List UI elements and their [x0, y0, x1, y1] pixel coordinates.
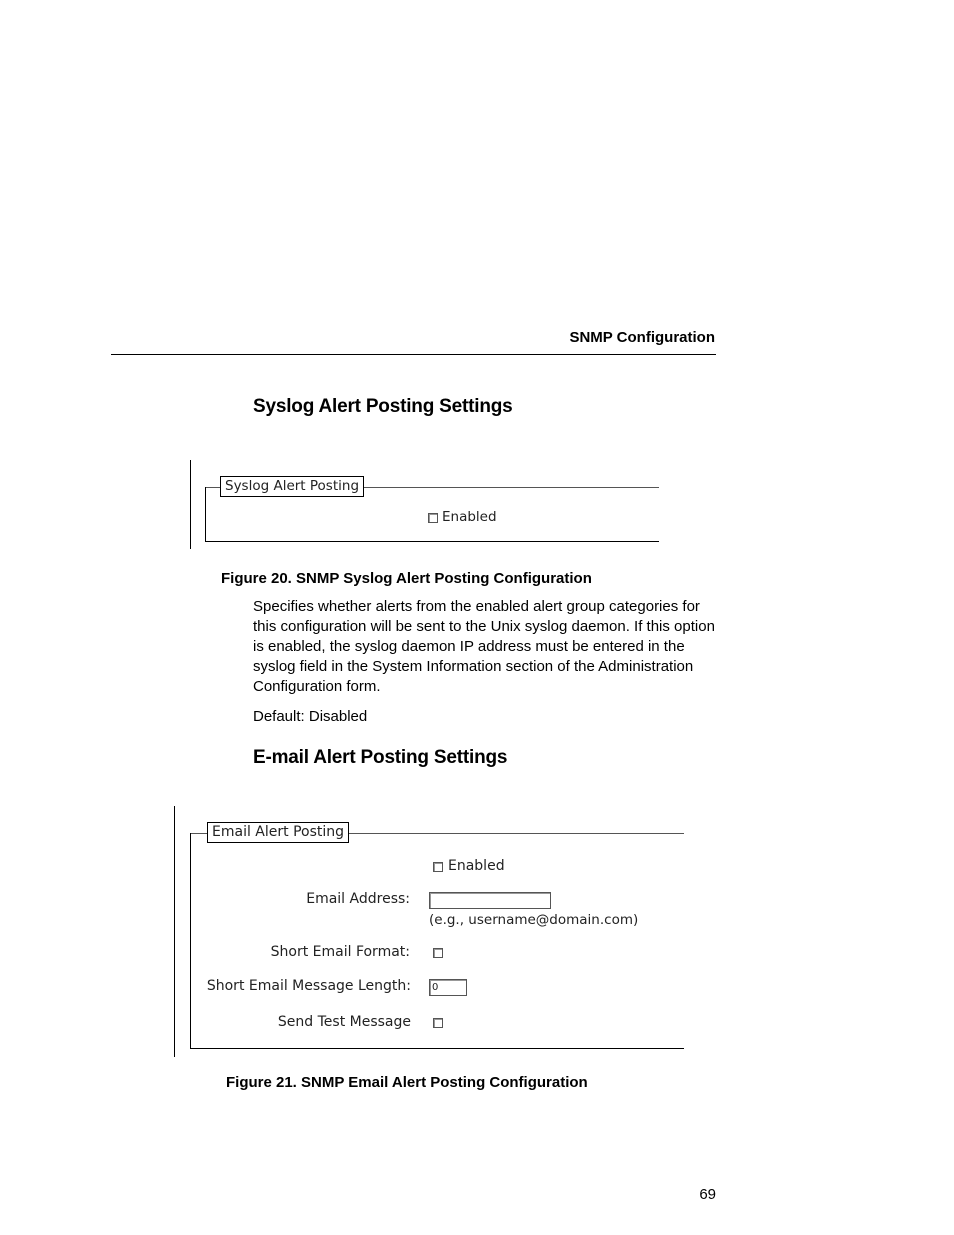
- syslog-frame-left: [205, 487, 206, 541]
- figure-21-caption: Figure 21. SNMP Email Alert Posting Configuration: [226, 1074, 588, 1091]
- syslog-section-title: Syslog Alert Posting Settings: [253, 396, 513, 417]
- send-test-message-label: Send Test Message: [277, 1014, 411, 1030]
- email-address-label: Email Address:: [306, 891, 410, 907]
- figure-20-caption: Figure 20. SNMP Syslog Alert Posting Configuration: [221, 570, 592, 587]
- email-section-title: E-mail Alert Posting Settings: [253, 747, 508, 768]
- syslog-description: Specifies whether alerts from the enabled alert group categories for this configuration will be sent to the Unix syslog daemon. If this option is enabled, the syslog daemon IP address must be entered in the syslog field in the System Information section of the Administration Configuration form.: [253, 598, 715, 695]
- short-email-length-label: Short Email Message Length:: [206, 978, 411, 994]
- send-test-message-checkbox[interactable]: [433, 1018, 443, 1028]
- email-enabled-label: Enabled: [448, 858, 505, 874]
- short-email-format-checkbox[interactable]: [433, 948, 443, 958]
- syslog-default: Default: Disabled: [253, 708, 368, 725]
- email-hint: (e.g., username@domain.com): [429, 912, 639, 928]
- email-frame-left: [190, 833, 191, 1048]
- email-address-input[interactable]: [429, 892, 551, 909]
- page-number: 69: [699, 1186, 716, 1203]
- email-frame-bottom: [190, 1048, 684, 1049]
- email-legend: Email Alert Posting: [207, 822, 349, 843]
- short-email-length-input[interactable]: 0: [429, 979, 467, 996]
- email-change-bar: [174, 806, 175, 1057]
- short-email-format-label: Short Email Format:: [270, 944, 410, 960]
- syslog-enabled-checkbox[interactable]: [428, 513, 438, 523]
- email-enabled-checkbox[interactable]: [433, 862, 443, 872]
- syslog-enabled-label: Enabled: [442, 509, 497, 525]
- syslog-frame-bottom: [205, 541, 659, 542]
- running-head: SNMP Configuration: [569, 329, 715, 346]
- header-rule: [111, 354, 716, 355]
- syslog-change-bar: [190, 460, 191, 549]
- syslog-legend: Syslog Alert Posting: [220, 476, 364, 497]
